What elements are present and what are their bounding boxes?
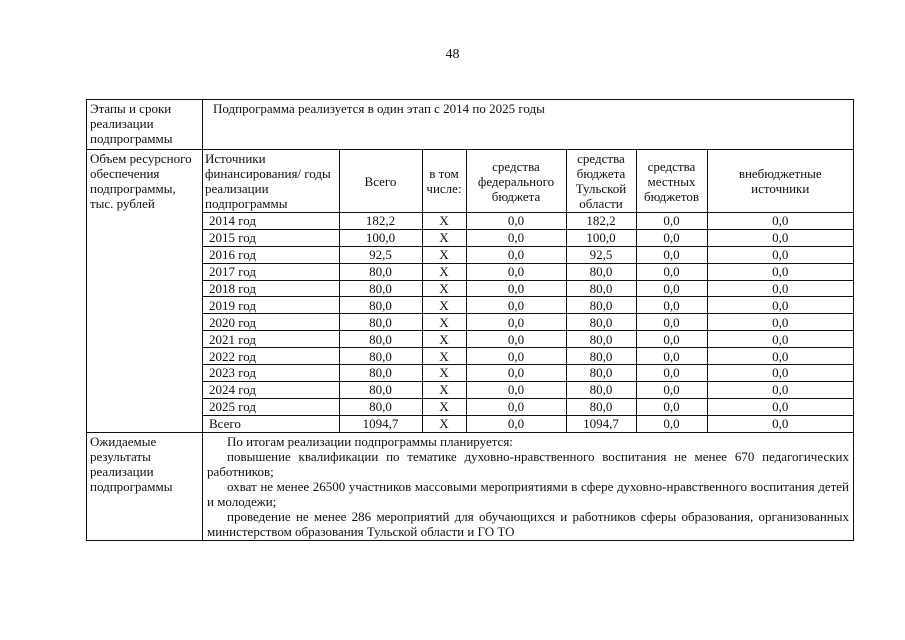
financing-row — [203, 398, 853, 415]
results-label: Ожидаемые результаты реализации подпрограммы — [87, 432, 203, 540]
header-federal: средства федерального бюджета — [466, 150, 566, 213]
including-cell: X — [422, 365, 466, 382]
including-cell: X — [422, 314, 466, 331]
local-cell: 0,0 — [636, 229, 707, 246]
extrabudgetary-cell: 0,0 — [707, 229, 853, 246]
total-cell: 1094,7 — [339, 415, 422, 431]
resources-label: Объем ресурсного обеспечения подпрограммы, тыс. рублей — [87, 150, 203, 433]
year-cell: 2021 год — [203, 331, 339, 348]
federal-cell: 0,0 — [466, 381, 566, 398]
total-cell: 80,0 — [339, 297, 422, 314]
extrabudgetary-cell: 0,0 — [707, 331, 853, 348]
header-extrabudgetary: внебюджетные источники — [707, 150, 853, 213]
extrabudgetary-cell: 0,0 — [707, 381, 853, 398]
including-cell: X — [422, 263, 466, 280]
stages-text: Подпрограмма реализуется в один этап с 2014 по 2025 годы — [203, 100, 854, 150]
regional-cell: 80,0 — [566, 297, 636, 314]
federal-cell: 0,0 — [466, 365, 566, 382]
local-cell: 0,0 — [636, 314, 707, 331]
total-cell: 80,0 — [339, 348, 422, 365]
stages-row — [87, 100, 854, 150]
financing-row — [203, 365, 853, 382]
regional-cell: 80,0 — [566, 365, 636, 382]
financing-row — [203, 415, 853, 431]
federal-cell: 0,0 — [466, 263, 566, 280]
year-cell: 2017 год — [203, 263, 339, 280]
year-cell: 2014 год — [203, 213, 339, 230]
including-cell: X — [422, 415, 466, 431]
including-cell: X — [422, 348, 466, 365]
extrabudgetary-cell: 0,0 — [707, 348, 853, 365]
page-number: 48 — [445, 47, 460, 62]
local-cell: 0,0 — [636, 348, 707, 365]
total-cell: 80,0 — [339, 331, 422, 348]
header-sources: Источники финансирования/ годы реализации подпрограммы — [203, 150, 339, 213]
stages-label: Этапы и сроки реализации подпрограммы — [87, 100, 203, 150]
local-cell: 0,0 — [636, 246, 707, 263]
regional-cell: 92,5 — [566, 246, 636, 263]
regional-cell: 80,0 — [566, 381, 636, 398]
resources-cell — [203, 150, 854, 433]
extrabudgetary-cell: 0,0 — [707, 398, 853, 415]
including-cell: X — [422, 280, 466, 297]
financing-row — [203, 280, 853, 297]
year-cell: 2024 год — [203, 381, 339, 398]
local-cell: 0,0 — [636, 280, 707, 297]
federal-cell: 0,0 — [466, 213, 566, 230]
header-regional: средства бюджета Тульской области — [566, 150, 636, 213]
year-cell: 2015 год — [203, 229, 339, 246]
federal-cell: 0,0 — [466, 229, 566, 246]
federal-cell: 0,0 — [466, 415, 566, 431]
regional-cell: 80,0 — [566, 263, 636, 280]
local-cell: 0,0 — [636, 415, 707, 431]
federal-cell: 0,0 — [466, 314, 566, 331]
total-cell: 80,0 — [339, 398, 422, 415]
regional-cell: 80,0 — [566, 314, 636, 331]
total-cell: 182,2 — [339, 213, 422, 230]
total-cell: 92,5 — [339, 246, 422, 263]
results-cell — [203, 432, 854, 540]
local-cell: 0,0 — [636, 381, 707, 398]
financing-row — [203, 213, 853, 230]
extrabudgetary-cell: 0,0 — [707, 297, 853, 314]
passport-table — [86, 99, 854, 541]
financing-header-row — [203, 150, 853, 213]
local-cell: 0,0 — [636, 331, 707, 348]
financing-row — [203, 381, 853, 398]
year-cell: 2025 год — [203, 398, 339, 415]
regional-cell: 1094,7 — [566, 415, 636, 431]
total-cell: 80,0 — [339, 263, 422, 280]
extrabudgetary-cell: 0,0 — [707, 314, 853, 331]
local-cell: 0,0 — [636, 263, 707, 280]
local-cell: 0,0 — [636, 365, 707, 382]
extrabudgetary-cell: 0,0 — [707, 365, 853, 382]
results-item: проведение не менее 286 мероприятий для обучающихся и работников сферы образования, организованных министерством образования Тульской области и ГО ТО — [207, 508, 849, 539]
total-cell: 80,0 — [339, 381, 422, 398]
extrabudgetary-cell: 0,0 — [707, 415, 853, 431]
local-cell: 0,0 — [636, 297, 707, 314]
regional-cell: 100,0 — [566, 229, 636, 246]
extrabudgetary-cell: 0,0 — [707, 263, 853, 280]
year-cell: 2016 год — [203, 246, 339, 263]
regional-cell: 80,0 — [566, 348, 636, 365]
local-cell: 0,0 — [636, 398, 707, 415]
results-item: охват не менее 26500 участников массовыми мероприятиями в сфере духовно-нравственного воспитания детей и молодежи; — [207, 478, 849, 509]
year-cell: 2023 год — [203, 365, 339, 382]
extrabudgetary-cell: 0,0 — [707, 213, 853, 230]
results-item: повышение квалификации по тематике духовно-нравственного воспитания не менее 670 педагогических работников; — [207, 448, 849, 479]
regional-cell: 80,0 — [566, 331, 636, 348]
financing-row — [203, 229, 853, 246]
including-cell: X — [422, 398, 466, 415]
including-cell: X — [422, 297, 466, 314]
year-cell: 2020 год — [203, 314, 339, 331]
financing-row — [203, 348, 853, 365]
financing-table — [203, 150, 853, 432]
financing-row — [203, 331, 853, 348]
resources-row — [87, 150, 854, 433]
financing-row — [203, 246, 853, 263]
header-total: Всего — [339, 150, 422, 213]
including-cell: X — [422, 213, 466, 230]
regional-cell: 80,0 — [566, 398, 636, 415]
year-cell: 2018 год — [203, 280, 339, 297]
year-cell: Всего — [203, 415, 339, 431]
header-including: в том числе: — [422, 150, 466, 213]
financing-row — [203, 297, 853, 314]
including-cell: X — [422, 381, 466, 398]
federal-cell: 0,0 — [466, 280, 566, 297]
including-cell: X — [422, 246, 466, 263]
federal-cell: 0,0 — [466, 331, 566, 348]
federal-cell: 0,0 — [466, 398, 566, 415]
year-cell: 2019 год — [203, 297, 339, 314]
results-row — [87, 432, 854, 540]
header-local: средства местных бюджетов — [636, 150, 707, 213]
regional-cell: 182,2 — [566, 213, 636, 230]
financing-row — [203, 314, 853, 331]
total-cell: 80,0 — [339, 280, 422, 297]
local-cell: 0,0 — [636, 213, 707, 230]
federal-cell: 0,0 — [466, 348, 566, 365]
financing-row — [203, 263, 853, 280]
regional-cell: 80,0 — [566, 280, 636, 297]
year-cell: 2022 год — [203, 348, 339, 365]
including-cell: X — [422, 229, 466, 246]
total-cell: 80,0 — [339, 365, 422, 382]
federal-cell: 0,0 — [466, 297, 566, 314]
extrabudgetary-cell: 0,0 — [707, 280, 853, 297]
including-cell: X — [422, 331, 466, 348]
federal-cell: 0,0 — [466, 246, 566, 263]
results-intro: По итогам реализации подпрограммы планируется: — [227, 433, 513, 449]
extrabudgetary-cell: 0,0 — [707, 246, 853, 263]
total-cell: 80,0 — [339, 314, 422, 331]
total-cell: 100,0 — [339, 229, 422, 246]
